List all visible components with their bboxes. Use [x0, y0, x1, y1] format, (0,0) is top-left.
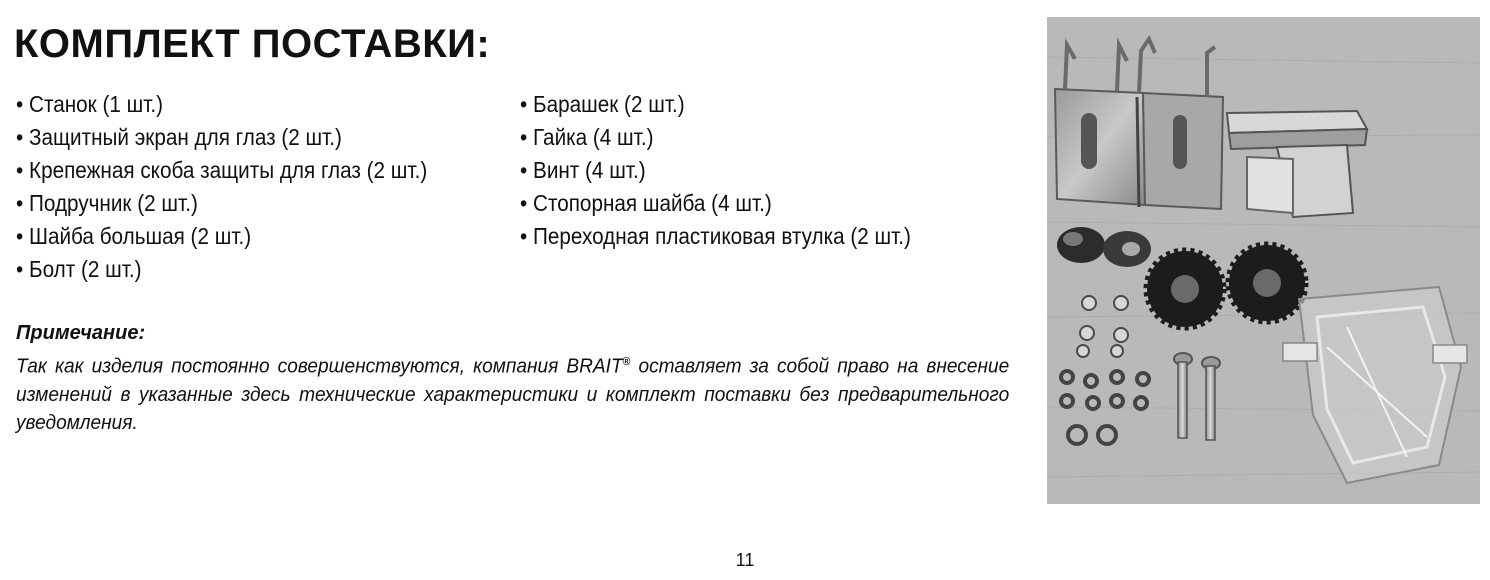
kit-parts-photo — [1047, 17, 1480, 504]
registered-mark: ® — [622, 356, 631, 368]
list-item: • Подручник (2 шт.) — [16, 187, 427, 220]
note-text-start: Так как изделия постоянно совершенствуются, компания — [16, 355, 567, 378]
page-number: 11 — [735, 550, 755, 570]
list-item: • Болт (2 шт.) — [16, 253, 427, 286]
list-item: • Винт (4 шт.) — [520, 154, 911, 187]
tool-rest-part — [1227, 111, 1367, 217]
list-item: • Стопорная шайба (4 шт.) — [520, 187, 911, 220]
list-item: • Барашек (2 шт.) — [520, 88, 911, 121]
note-text — [16, 348, 1009, 437]
list-item: • Гайка (4 шт.) — [520, 121, 911, 154]
list-item: • Переходная пластиковая втулка (2 шт.) — [520, 220, 911, 253]
kit-list-right — [520, 88, 911, 253]
list-item: • Крепежная скоба защиты для глаз (2 шт.) — [16, 154, 427, 187]
brand-name: BRAIT — [566, 355, 623, 378]
kit-list-left — [16, 88, 427, 286]
list-item: • Станок (1 шт.) — [16, 88, 427, 121]
list-item: • Защитный экран для глаз (2 шт.) — [16, 121, 427, 154]
page-title: КОМПЛЕКТ ПОСТАВКИ: — [14, 22, 491, 66]
note-text-end: оставляет за собой право на внесение изменений в указанные здесь технические характеристики и комплект поставки без предварительного уведомления. — [16, 355, 1010, 434]
list-item: • Шайба большая (2 шт.) — [16, 220, 427, 253]
note-title: Примечание: — [16, 322, 146, 344]
